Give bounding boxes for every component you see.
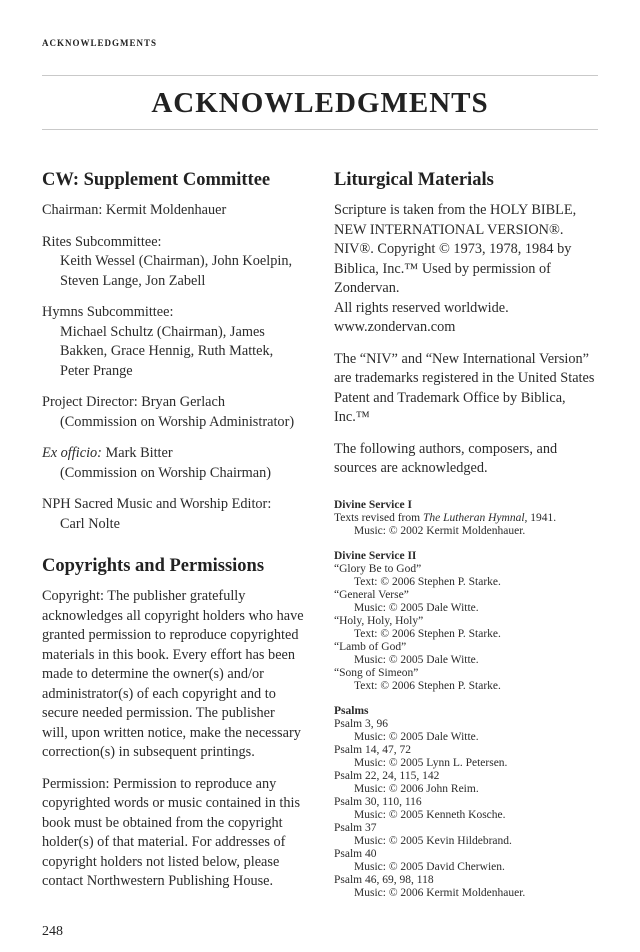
hymns-label: Hymns Subcommittee: bbox=[42, 304, 174, 320]
list-item-credit: Music: © 2006 Kermit Moldenhauer. bbox=[354, 886, 526, 899]
ex-officio-label: Ex officio: bbox=[42, 445, 102, 461]
rites-label: Rites Subcommittee: bbox=[42, 233, 162, 250]
liturgical-heading: Liturgical Materials bbox=[334, 170, 494, 190]
list-item-title: “Lamb of God” bbox=[334, 640, 407, 653]
nph-label: NPH Sacred Music and Worship Editor: bbox=[42, 496, 272, 512]
rites-subcommittee bbox=[42, 233, 304, 292]
top-rule bbox=[42, 75, 598, 76]
list-item-title: Psalm 3, 96 bbox=[334, 717, 388, 730]
list-item-credit: Music: © 2005 Kenneth Kosche. bbox=[354, 808, 506, 821]
permission-paragraph: Permission: Permission to reproduce any copyrighted words or music contained in this book must be obtained from the copyright holder(s) of that material. For addresses of copyright holders not listed below, please contact Northwestern Publishing House. bbox=[42, 775, 301, 889]
list-item-title: Psalm 14, 47, 72 bbox=[334, 743, 411, 756]
committee-heading: CW: Supplement Committee bbox=[42, 170, 271, 190]
scripture-line: Scripture is taken from the HOLY BIBLE, NEW INTERNATIONAL VERSION®. NIV®. Copyright © 1973, 1978, 1984 by Biblica, Inc.™ Used by permission of Zondervan. bbox=[334, 202, 577, 296]
hymns-members: Michael Schultz (Chairman), James Bakken, Grace Hennig, Ruth Mattek, Peter Prange bbox=[60, 323, 274, 379]
divine-service-2 bbox=[334, 550, 596, 693]
left-column bbox=[42, 170, 304, 904]
list-item-credit: Music: © 2005 Dale Witte. bbox=[354, 730, 479, 743]
scripture-line: All rights reserved worldwide. bbox=[334, 299, 509, 316]
list-item-title: “Song of Simeon” bbox=[334, 666, 419, 679]
project-director-label: Project Director: Bryan Gerlach bbox=[42, 394, 226, 410]
page-title: ACKNOWLEDGMENTS bbox=[151, 87, 489, 119]
list-item-credit: Music: © 2006 John Reim. bbox=[354, 782, 479, 795]
divine-service-1 bbox=[334, 499, 596, 538]
list-item-credit: Music: © 2005 David Cherwien. bbox=[354, 860, 505, 873]
copyright-paragraph: Copyright: The publisher gratefully acknowledges all copyright holders who have granted permission to reproduce copyrighted materials in this book. Every effort has been made to determine the owner(s) and/or administrator(s) of each copyright and to secure needed permission. The publisher will, upon written notice, make the necessary correction(s) in subsequent printings. bbox=[42, 588, 304, 760]
ex-officio-detail: (Commission on Worship Chairman) bbox=[60, 464, 272, 481]
list-item-title: Psalm 46, 69, 98, 118 bbox=[334, 873, 434, 886]
list-item-credit: Text: © 2006 Stephen P. Starke. bbox=[354, 627, 501, 640]
divine-service-1-music: Music: © 2002 Kermit Moldenhauer. bbox=[354, 524, 526, 537]
running-head: ACKNOWLEDGMENTS bbox=[42, 38, 158, 48]
copyrights-heading: Copyrights and Permissions bbox=[42, 556, 265, 576]
psalms-section bbox=[334, 705, 596, 900]
scripture-paragraph bbox=[334, 201, 596, 338]
chairman-line: Chairman: Kermit Moldenhauer bbox=[42, 202, 227, 218]
project-director bbox=[42, 393, 304, 432]
list-item-credit: Text: © 2006 Stephen P. Starke. bbox=[354, 575, 501, 588]
list-item-title: “General Verse” bbox=[334, 588, 409, 601]
hymns-subcommittee bbox=[42, 303, 304, 381]
list-item-title: Psalm 22, 24, 115, 142 bbox=[334, 769, 440, 782]
list-item-title: “Glory Be to God” bbox=[334, 562, 422, 575]
nph-name: Carl Nolte bbox=[60, 515, 120, 532]
right-column bbox=[334, 170, 596, 912]
list-item-title: Psalm 30, 110, 116 bbox=[334, 795, 422, 808]
list-item-credit: Music: © 2005 Dale Witte. bbox=[354, 601, 479, 614]
list-item-credit: Music: © 2005 Kevin Hildebrand. bbox=[354, 834, 512, 847]
trademark-paragraph: The “NIV” and “New International Version” are trademarks registered in the United States Patent and Trademark Office by Biblica, Inc.™ bbox=[334, 350, 595, 425]
page-number: 248 bbox=[42, 924, 63, 939]
list-item-title: Psalm 40 bbox=[334, 847, 377, 860]
following-paragraph: The following authors, composers, and sources are acknowledged. bbox=[334, 440, 558, 476]
title-rule bbox=[42, 129, 598, 130]
divine-service-2-heading: Divine Service II bbox=[334, 549, 417, 562]
psalms-heading: Psalms bbox=[334, 704, 369, 717]
list-item-credit: Text: © 2006 Stephen P. Starke. bbox=[354, 679, 501, 692]
divine-service-1-heading: Divine Service I bbox=[334, 498, 412, 511]
ex-officio-name: Mark Bitter bbox=[101, 445, 173, 461]
list-item-credit: Music: © 2005 Dale Witte. bbox=[354, 653, 479, 666]
list-item-credit: Music: © 2005 Lynn L. Petersen. bbox=[354, 756, 508, 769]
project-director-detail: (Commission on Worship Administrator) bbox=[60, 413, 295, 430]
list-item-title: “Holy, Holy, Holy” bbox=[334, 614, 424, 627]
rites-members: Keith Wessel (Chairman), John Koelpin, Steven Lange, Jon Zabell bbox=[60, 253, 293, 289]
list-item-title: Psalm 37 bbox=[334, 821, 377, 834]
divine-service-1-texts: Texts revised from The Lutheran Hymnal, 1941. bbox=[334, 511, 557, 524]
nph-editor bbox=[42, 495, 304, 534]
scripture-line: www.zondervan.com bbox=[334, 319, 456, 335]
ex-officio bbox=[42, 444, 304, 483]
